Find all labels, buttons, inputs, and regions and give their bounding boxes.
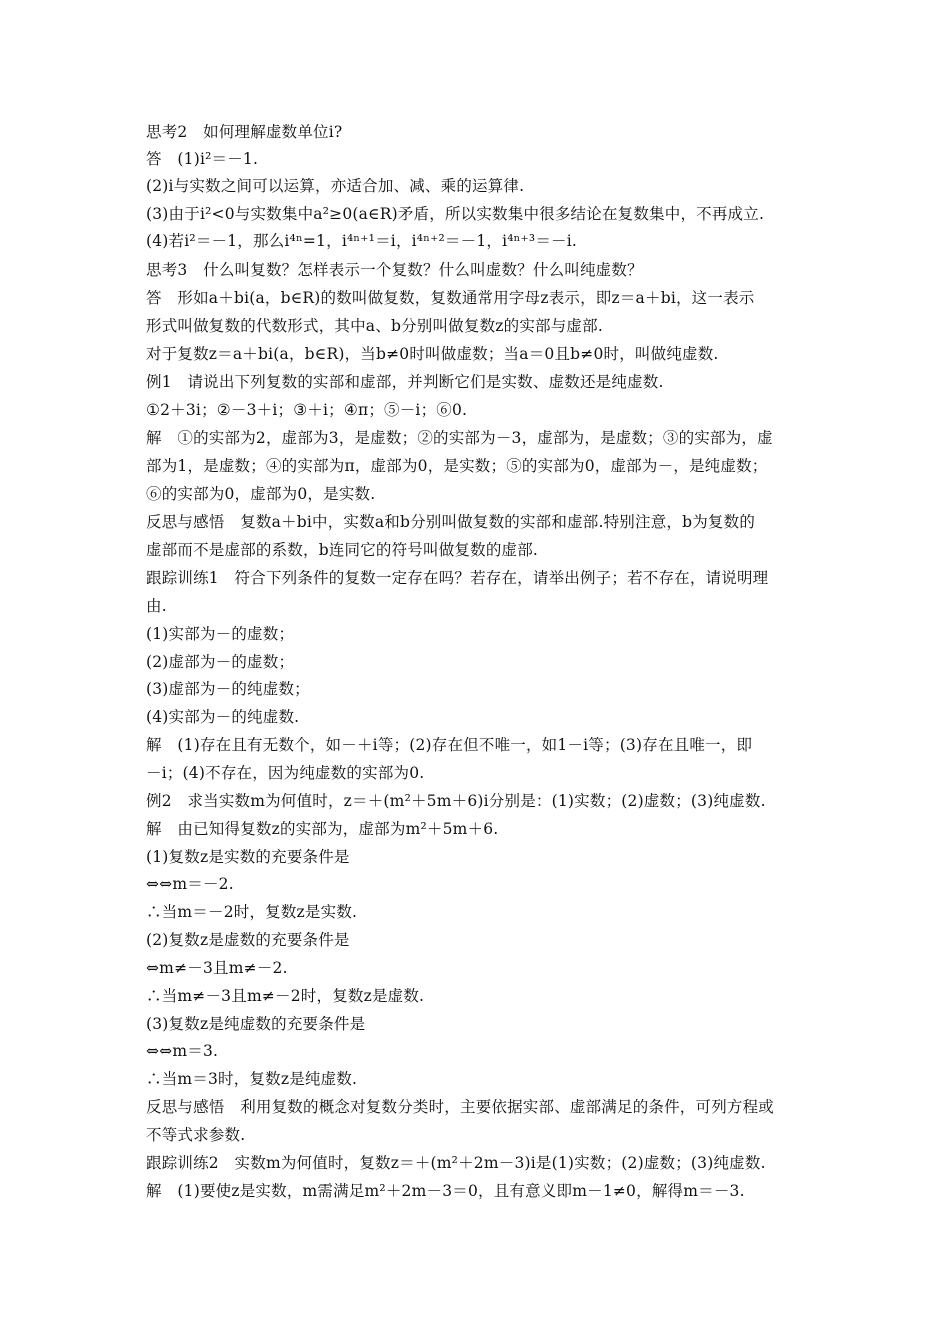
text-line: 例1 请说出下列复数的实部和虚部，并判断它们是实数、虚数还是纯虚数. — [146, 373, 664, 391]
text-line: －i；(4)不存在，因为纯虚数的实部为0. — [146, 764, 425, 782]
text-line: 解 ①的实部为2，虚部为3，是虚数；②的实部为－3，虚部为，是虚数；③的实部为，虚 — [146, 429, 773, 447]
text-line: ⇔m≠－3且m≠－2. — [146, 959, 288, 977]
text-line: ∴当m＝－2时，复数z是实数. — [146, 903, 358, 921]
text-line: (3)虚部为－的纯虚数； — [146, 680, 310, 698]
text-line: (1)复数z是实数的充要条件是 — [146, 848, 350, 866]
text-line: 例2 求当实数m为何值时，z＝＋(m²＋5m＋6)i分别是：(1)实数；(2)虚数；(3)纯虚数. — [146, 792, 766, 810]
text-line: 解 由已知得复数z的实部为，虚部为m²＋5m＋6. — [146, 820, 499, 838]
text-line: 由. — [146, 597, 167, 615]
text-line: 反思与感悟 复数a＋bi中，实数a和b分别叫做复数的实部和虚部.特别注意，b为复数的 — [146, 513, 756, 531]
text-line: (4)实部为－的纯虚数. — [146, 708, 300, 726]
text-line: (4)若i²＝－1，那么i⁴ⁿ=1，i⁴ⁿ⁺¹＝i，i⁴ⁿ⁺²＝－1，i⁴ⁿ⁺³＝－i. — [146, 232, 578, 250]
text-line: 虚部而不是虚部的系数，b连同它的符号叫做复数的虚部. — [146, 541, 539, 559]
text-line: (2)虚部为－的虚数； — [146, 653, 295, 671]
text-line: 反思与感悟 利用复数的概念对复数分类时，主要依据实部、虚部满足的条件，可列方程或 — [146, 1098, 775, 1116]
text-line: ①2＋3i；②－3＋i；③＋i；④π；⑤－i；⑥0. — [146, 401, 468, 419]
text-line: 跟踪训练1 符合下列条件的复数一定存在吗？若存在，请举出例子；若不存在，请说明理 — [146, 569, 769, 587]
text-line: ⇔⇔m＝－2. — [146, 875, 234, 893]
text-line: 对于复数z＝a＋bi(a，b∈R)，当b≠0时叫做虚数；当a＝0且b≠0时，叫做纯虚数. — [146, 345, 719, 363]
text-line: 答 (1)i²＝－1. — [146, 150, 259, 168]
text-line: ⑥的实部为0，虚部为0，是实数. — [146, 485, 376, 503]
text-line: 部为1，是虚数；④的实部为π，虚部为0，是实数；⑤的实部为0，虚部为－，是纯虚数； — [146, 457, 768, 475]
text-line: ∴当m＝3时，复数z是纯虚数. — [146, 1070, 358, 1088]
text-line: ⇔⇔m＝3. — [146, 1042, 219, 1060]
text-line: (3)复数z是纯虚数的充要条件是 — [146, 1015, 366, 1033]
text-line: 答 形如a＋bi(a，b∈R)的数叫做复数，复数通常用字母z表示，即z＝a＋bi，这一表示 — [146, 289, 755, 307]
text-line: ∴当m≠－3且m≠－2时，复数z是虚数. — [146, 987, 425, 1005]
text-line: (3)由于i²<0与实数集中a²≥0(a∈R)矛盾，所以实数集中很多结论在复数集中，不再成立. — [146, 205, 765, 223]
text-line: 解 (1)要使z是实数，m需满足m²＋2m－3＝0，且有意义即m－1≠0，解得m＝－3. — [146, 1182, 745, 1200]
text-line: 不等式求参数. — [146, 1126, 246, 1144]
text-line: 思考2 如何理解虚数单位i? — [146, 123, 343, 141]
text-line: (2)复数z是虚数的充要条件是 — [146, 931, 350, 949]
text-line: (2)i与实数之间可以运算，亦适合加、减、乘的运算律. — [146, 177, 525, 195]
text-line: 形式叫做复数的代数形式，其中a、b分别叫做复数z的实部与虚部. — [146, 317, 603, 335]
text-line: 跟踪训练2 实数m为何值时，复数z＝＋(m²＋2m－3)i是(1)实数；(2)虚数；(3)纯虚数. — [146, 1154, 766, 1172]
text-line: 思考3 什么叫复数？怎样表示一个复数？什么叫虚数？什么叫纯虚数？ — [146, 261, 643, 279]
text-line: (1)实部为－的虚数； — [146, 625, 295, 643]
text-line: 解 (1)存在且有无数个，如－＋i等；(2)存在但不唯一，如1－i等；(3)存在且唯一，即 — [146, 736, 753, 754]
